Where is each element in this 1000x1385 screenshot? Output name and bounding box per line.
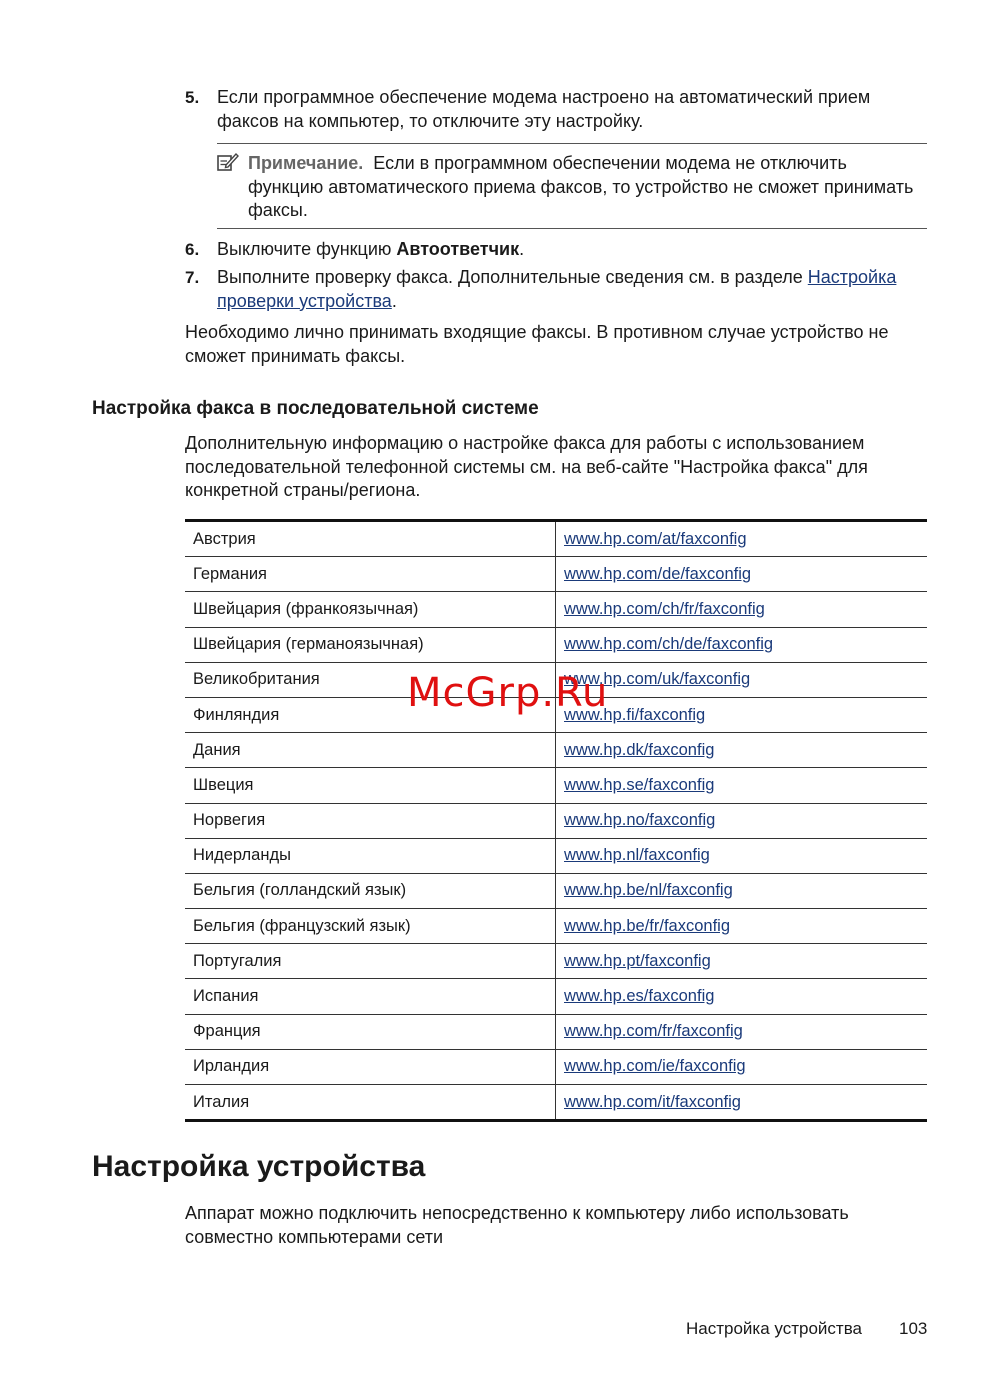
table-row	[185, 768, 927, 803]
country-cell: Австрия	[185, 521, 556, 557]
faxconfig-link[interactable]: www.hp.com/de/faxconfig	[564, 564, 752, 583]
step-7-number: 7.	[185, 268, 200, 287]
url-cell	[556, 1049, 928, 1084]
faxconfig-link[interactable]: www.hp.be/nl/faxconfig	[564, 881, 733, 900]
manual-receive-paragraph: Необходимо лично принимать входящие факсы. В противном случае устройство не сможет принимать факсы.	[185, 322, 889, 366]
note-label: Примечание.	[248, 153, 364, 173]
chapter-heading: Настройка устройства	[92, 1150, 426, 1183]
table-row	[185, 944, 927, 979]
step-6-tail: .	[519, 239, 525, 259]
url-cell	[556, 697, 928, 732]
url-cell	[556, 1085, 928, 1121]
note-box	[217, 143, 927, 229]
table-row	[185, 909, 927, 944]
step-7-lead: Выполните проверку факса. Дополнительные сведения см. в разделе	[217, 267, 808, 287]
country-cell: Финляндия	[185, 697, 556, 732]
note-body: Если в программном обеспечении модема не отключить функцию автоматического приема факсов, то устройство не сможет принимать факсы.	[248, 153, 914, 220]
table-row	[185, 733, 927, 768]
faxconfig-link[interactable]: www.hp.nl/faxconfig	[564, 846, 710, 865]
table-row	[185, 521, 927, 557]
url-cell	[556, 733, 928, 768]
watermark: McGrp.Ru	[407, 670, 609, 716]
faxconfig-link[interactable]: www.hp.com/it/faxconfig	[564, 1092, 741, 1111]
url-cell	[556, 768, 928, 803]
step-6-text	[217, 238, 927, 262]
url-cell	[556, 662, 928, 697]
url-cell	[556, 909, 928, 944]
table-row	[185, 1014, 927, 1049]
country-cell: Германия	[185, 557, 556, 592]
table-row	[185, 592, 927, 627]
step-5-number: 5.	[185, 88, 200, 107]
chapter-text: Аппарат можно подключить непосредственно к компьютеру либо использовать совместно компьютерами сети	[185, 1203, 849, 1247]
faxconfig-link[interactable]: www.hp.com/uk/faxconfig	[564, 670, 751, 689]
page-number: 103	[899, 1319, 928, 1338]
faxconfig-link[interactable]: www.hp.se/faxconfig	[564, 775, 715, 794]
faxconfig-link[interactable]: www.hp.com/ch/de/faxconfig	[564, 635, 774, 654]
faxconfig-link[interactable]: www.hp.be/fr/faxconfig	[564, 916, 730, 935]
country-cell: Швейцария (франкоязычная)	[185, 592, 556, 627]
country-cell: Италия	[185, 1085, 556, 1121]
autoanswer-term: Автоответчик	[396, 239, 520, 259]
fax-config-table	[185, 519, 927, 1122]
faxconfig-link[interactable]: www.hp.com/at/faxconfig	[564, 529, 747, 548]
table-row	[185, 979, 927, 1014]
faxconfig-link[interactable]: www.hp.com/ch/fr/faxconfig	[564, 599, 765, 618]
url-cell	[556, 1014, 928, 1049]
table-row	[185, 1049, 927, 1084]
faxconfig-link[interactable]: www.hp.es/faxconfig	[564, 987, 715, 1006]
url-cell	[556, 873, 928, 908]
url-cell	[556, 592, 928, 627]
country-cell: Швеция	[185, 768, 556, 803]
section-intro: Дополнительную информацию о настройке факса для работы с использованием последовательной телефонной системы см. на веб-сайте "Настройка факса" для конкретной страны/региона.	[185, 433, 868, 500]
url-cell	[556, 838, 928, 873]
url-cell	[556, 944, 928, 979]
fax-test-link[interactable]: Настройка проверки устройства	[217, 267, 897, 311]
step-7-tail: .	[391, 290, 397, 311]
country-cell: Португалия	[185, 944, 556, 979]
country-cell: Нидерланды	[185, 838, 556, 873]
table-row	[185, 627, 927, 662]
step-6-number: 6.	[185, 240, 200, 259]
faxconfig-link[interactable]: www.hp.pt/faxconfig	[564, 951, 711, 970]
country-cell: Франция	[185, 1014, 556, 1049]
url-cell	[556, 521, 928, 557]
table-row	[185, 803, 927, 838]
country-cell: Дания	[185, 733, 556, 768]
table-row	[185, 1085, 927, 1121]
country-cell: Ирландия	[185, 1049, 556, 1084]
table-row	[185, 557, 927, 592]
country-cell: Бельгия (французский язык)	[185, 909, 556, 944]
table-row	[185, 873, 927, 908]
faxconfig-link[interactable]: www.hp.com/ie/faxconfig	[564, 1057, 746, 1076]
footer-title: Настройка устройства	[686, 1319, 862, 1338]
url-cell	[556, 803, 928, 838]
table-row	[185, 838, 927, 873]
note-text	[248, 152, 918, 223]
faxconfig-link[interactable]: www.hp.no/faxconfig	[564, 811, 716, 830]
country-cell: Норвегия	[185, 803, 556, 838]
country-cell: Швейцария (германоязычная)	[185, 627, 556, 662]
fax-config-table-body	[185, 521, 927, 1121]
faxconfig-link[interactable]: www.hp.fi/faxconfig	[564, 705, 706, 724]
faxconfig-link[interactable]: www.hp.dk/faxconfig	[564, 740, 715, 759]
note-pencil-icon	[217, 152, 239, 172]
faxconfig-link[interactable]: www.hp.com/fr/faxconfig	[564, 1022, 743, 1041]
url-cell	[556, 979, 928, 1014]
url-cell	[556, 627, 928, 662]
country-cell: Бельгия (голландский язык)	[185, 873, 556, 908]
country-cell: Великобритания	[185, 662, 556, 697]
section-heading: Настройка факса в последовательной системе	[92, 398, 539, 419]
country-cell: Испания	[185, 979, 556, 1014]
step-5-text: Если программное обеспечение модема настроено на автоматический прием факсов на компьютер, то отключите эту настройку.	[217, 87, 871, 131]
step-7-text	[217, 266, 927, 313]
url-cell	[556, 557, 928, 592]
step-6-lead: Выключите функцию	[217, 239, 397, 259]
